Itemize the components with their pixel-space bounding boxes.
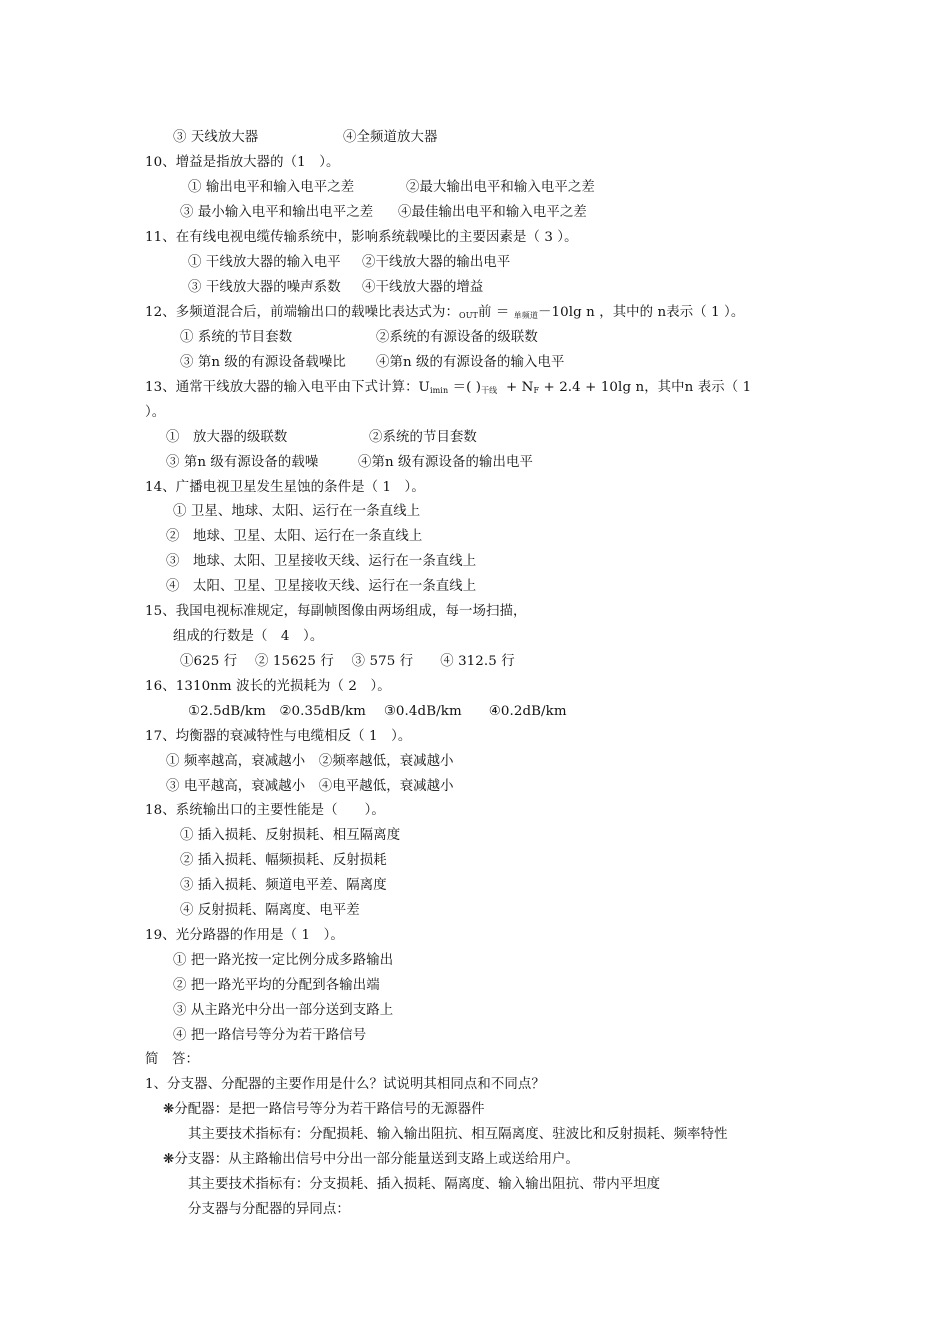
q10-question: 10、增益是指放大器的（1 ）。 xyxy=(145,155,340,170)
q19-question: 19、光分路器的作用是（ 1 ）。 xyxy=(145,928,344,943)
q10-option-1: ① 输出电平和输入电平之差 xyxy=(188,180,355,195)
q15-options: ①625 行 ② 15625 行 ③ 575 行 ④ 312.5 行 xyxy=(180,654,515,669)
q17-options-row-1: ① 频率越高，衰减越小 ②频率越低，衰减越小 xyxy=(166,754,454,769)
q19-option-3: ③ 从主路光中分出一部分送到支路上 xyxy=(173,1003,394,1018)
q9-option-3: ③ 天线放大器 xyxy=(173,130,259,145)
q13-option-1: ① 放大器的级联数 xyxy=(166,430,288,445)
s1-answer-tap: ❋分支器：从主路输出信号中分出一部分能量送到支路上或送给用户。 xyxy=(163,1152,580,1167)
q15-question: 15、我国电视标准规定，每副帧图像由两场组成，每一场扫描， xyxy=(145,604,527,619)
q14-option-4: ④ 太阳、卫星、卫星接收天线、运行在一条直线上 xyxy=(166,579,477,594)
q13-option-4: ④第n 级有源设备的输出电平 xyxy=(358,455,533,470)
q12-option-4: ④第n 级的有源设备的输入电平 xyxy=(376,355,565,370)
q11-option-3: ③ 干线放大器的噪声系数 xyxy=(188,280,341,295)
q18-option-2: ② 插入损耗、幅频损耗、反射损耗 xyxy=(180,853,387,868)
q10-option-3: ③ 最小输入电平和输出电平之差 xyxy=(180,205,374,220)
q19-option-4: ④ 把一路信号等分为若干路信号 xyxy=(173,1028,367,1043)
s1-answer-splitter: ❋分配器：是把一路信号等分为若干路信号的无源器件 xyxy=(163,1102,485,1117)
s1-question: 1、分支器、分配器的主要作用是什么？试说明其相同点和不同点？ xyxy=(145,1077,545,1092)
q16-options: ①2.5dB/km ②0.35dB/km ③0.4dB/km ④0.2dB/km xyxy=(188,704,567,719)
q12-question: 12、多频道混合后，前端输出口的载噪比表达式为：$_{OUT}$前 ＝ $_{单频道}$－10lg n ，其中的 n表示（ 1 ）。 xyxy=(145,305,745,320)
q13-question: 13、通常干线放大器的输入电平由下式计算：$U_{imin}$ ＝( )$_{干线} + N_F + 2.4 + 10\lg$ n，其中n 表示（ 1 xyxy=(145,380,752,395)
q11-option-4: ④干线放大器的增益 xyxy=(362,280,484,295)
q18-question: 18、系统输出口的主要性能是（ ）。 xyxy=(145,803,385,818)
s1-answer-tap-specs: 其主要技术指标有：分支损耗、插入损耗、隔离度、输入输出阻抗、带内平坦度 xyxy=(188,1177,661,1192)
q13-option-2: ②系统的节目套数 xyxy=(369,430,477,445)
q14-question: 14、广播电视卫星发生星蚀的条件是（ 1 ）。 xyxy=(145,480,425,495)
q14-option-1: ① 卫星、地球、太阳、运行在一条直线上 xyxy=(173,504,421,519)
q16-question: 16、1310nm 波长的光损耗为（ 2 ）。 xyxy=(145,679,391,694)
q10-option-4: ④最佳输出电平和输入电平之差 xyxy=(398,205,587,220)
q18-option-1: ① 插入损耗、反射损耗、相互隔离度 xyxy=(180,828,401,843)
q14-option-2: ② 地球、卫星、太阳、运行在一条直线上 xyxy=(166,529,423,544)
q14-option-3: ③ 地球、太阳、卫星接收天线、运行在一条直线上 xyxy=(166,554,477,569)
q17-question: 17、均衡器的衰减特性与电缆相反（ 1 ）。 xyxy=(145,729,412,744)
q18-option-4: ④ 反射损耗、隔离度、电平差 xyxy=(180,903,360,918)
q10-option-2: ②最大输出电平和输入电平之差 xyxy=(406,180,595,195)
q17-options-row-2: ③ 电平越高，衰减越小 ④电平越低，衰减越小 xyxy=(166,779,454,794)
q11-question: 11、在有线电视电缆传输系统中，影响系统载噪比的主要因素是（ 3 ）。 xyxy=(145,230,578,245)
q12-option-3: ③ 第n 级的有源设备载噪比 xyxy=(180,355,346,370)
s1-answer-splitter-specs: 其主要技术指标有：分配损耗、输入输出阻抗、相互隔离度、驻波比和反射损耗、频率特性 xyxy=(188,1127,728,1142)
q19-option-2: ② 把一路光平均的分配到各输出端 xyxy=(173,978,380,993)
q12-option-2: ②系统的有源设备的级联数 xyxy=(376,330,538,345)
q12-option-1: ① 系统的节目套数 xyxy=(180,330,293,345)
q11-option-2: ②干线放大器的输出电平 xyxy=(362,255,511,270)
s1-answer-comparison: 分支器与分配器的异同点： xyxy=(188,1202,350,1217)
q13-question-continued: ）。 xyxy=(145,405,166,420)
q19-option-1: ① 把一路光按一定比例分成多路输出 xyxy=(173,953,394,968)
section-heading-short-answer: 简 答： xyxy=(145,1052,199,1067)
q13-option-3: ③ 第n 级有源设备的载噪 xyxy=(166,455,319,470)
q15-question-continued: 组成的行数是（ 4 ）。 xyxy=(173,629,324,644)
q11-option-1: ① 干线放大器的输入电平 xyxy=(188,255,341,270)
q9-option-4: ④全频道放大器 xyxy=(343,130,438,145)
q18-option-3: ③ 插入损耗、频道电平差、隔离度 xyxy=(180,878,387,893)
